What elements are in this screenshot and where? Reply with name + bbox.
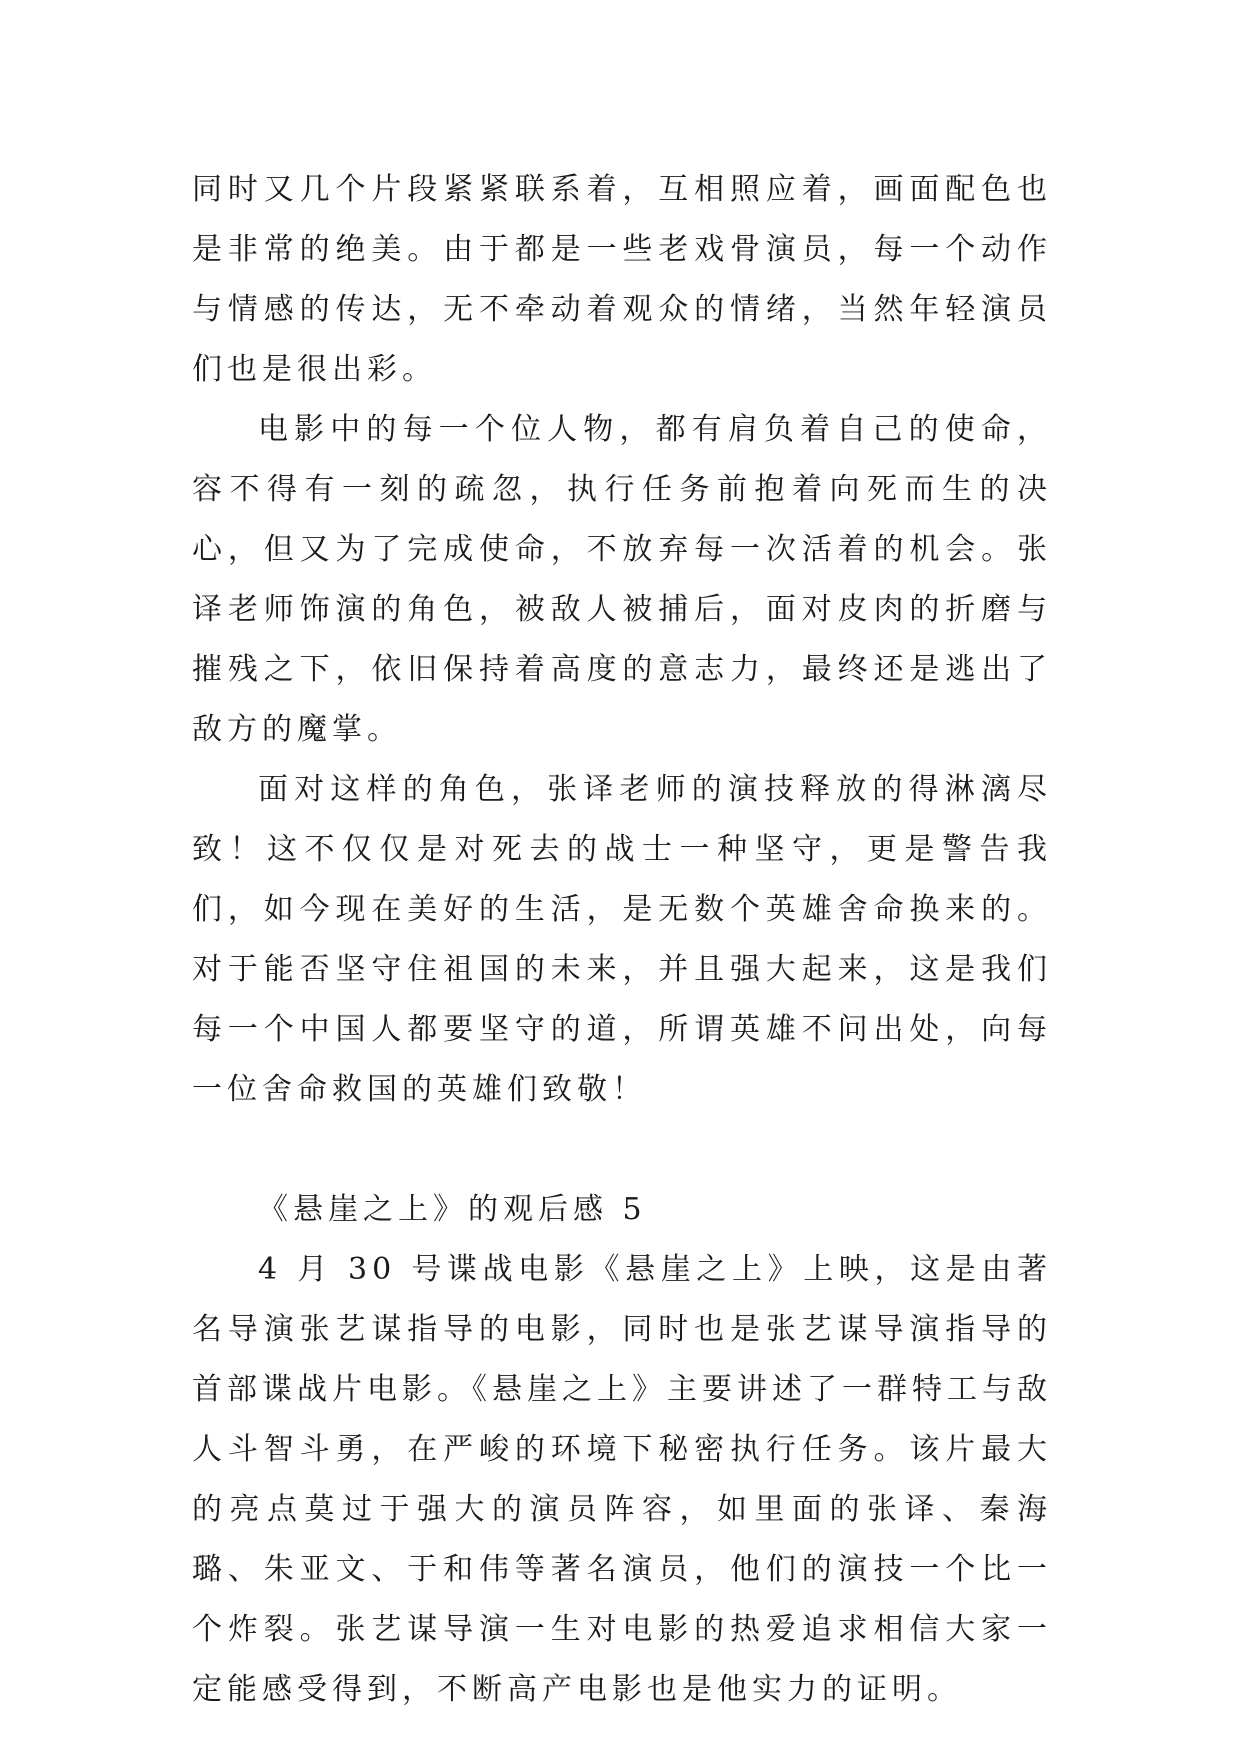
paragraph-1: 同时又几个片段紧紧联系着，互相照应着，画面配色也是非常的绝美。由于都是一些老戏骨演员，每一个动作与情感的传达，无不牵动着观众的情绪，当然年轻演员们也是很出彩。 <box>192 172 1052 387</box>
section-title: 《悬崖之上》的观后感 5 <box>258 1192 647 1227</box>
blank-line <box>192 1120 1052 1180</box>
paragraph-4: 4 月 30 号谍战电影《悬崖之上》上映，这是由著名导演张艺谋指导的电影，同时也是张艺谋导演指导的首部谍战片电影。《悬崖之上》主要讲述了一群特工与敌人斗智斗勇，在严峻的环境下秘密执行任务。该片最大的亮点莫过于强大的演员阵容，如里面的张译、秦海璐、朱亚文、于和伟等著名演员，他们的演技一个比一个炸裂。张艺谋导演一生对电影的热爱追求相信大家一定能感受得到，不断高产电影也是他实力的证明。 <box>192 1252 1052 1707</box>
paragraph-2: 电影中的每一个位人物，都有肩负着自己的使命，容不得有一刻的疏忽，执行任务前抱着向死而生的决心，但又为了完成使命，不放弃每一次活着的机会。张译老师饰演的角色，被敌人被捕后，面对皮肉的折磨与摧残之下，依旧保持着高度的意志力，最终还是逃出了敌方的魔掌。 <box>192 412 1052 747</box>
document-body <box>192 160 1052 1720</box>
paragraph-3: 面对这样的角色，张译老师的演技释放的得淋漓尽致！这不仅仅是对死去的战士一种坚守，更是警告我们，如今现在美好的生活，是无数个英雄舍命换来的。对于能否坚守住祖国的未来，并且强大起来，这是我们每一个中国人都要坚守的道，所谓英雄不问出处，向每一位舍命救国的英雄们致敬！ <box>192 772 1052 1107</box>
